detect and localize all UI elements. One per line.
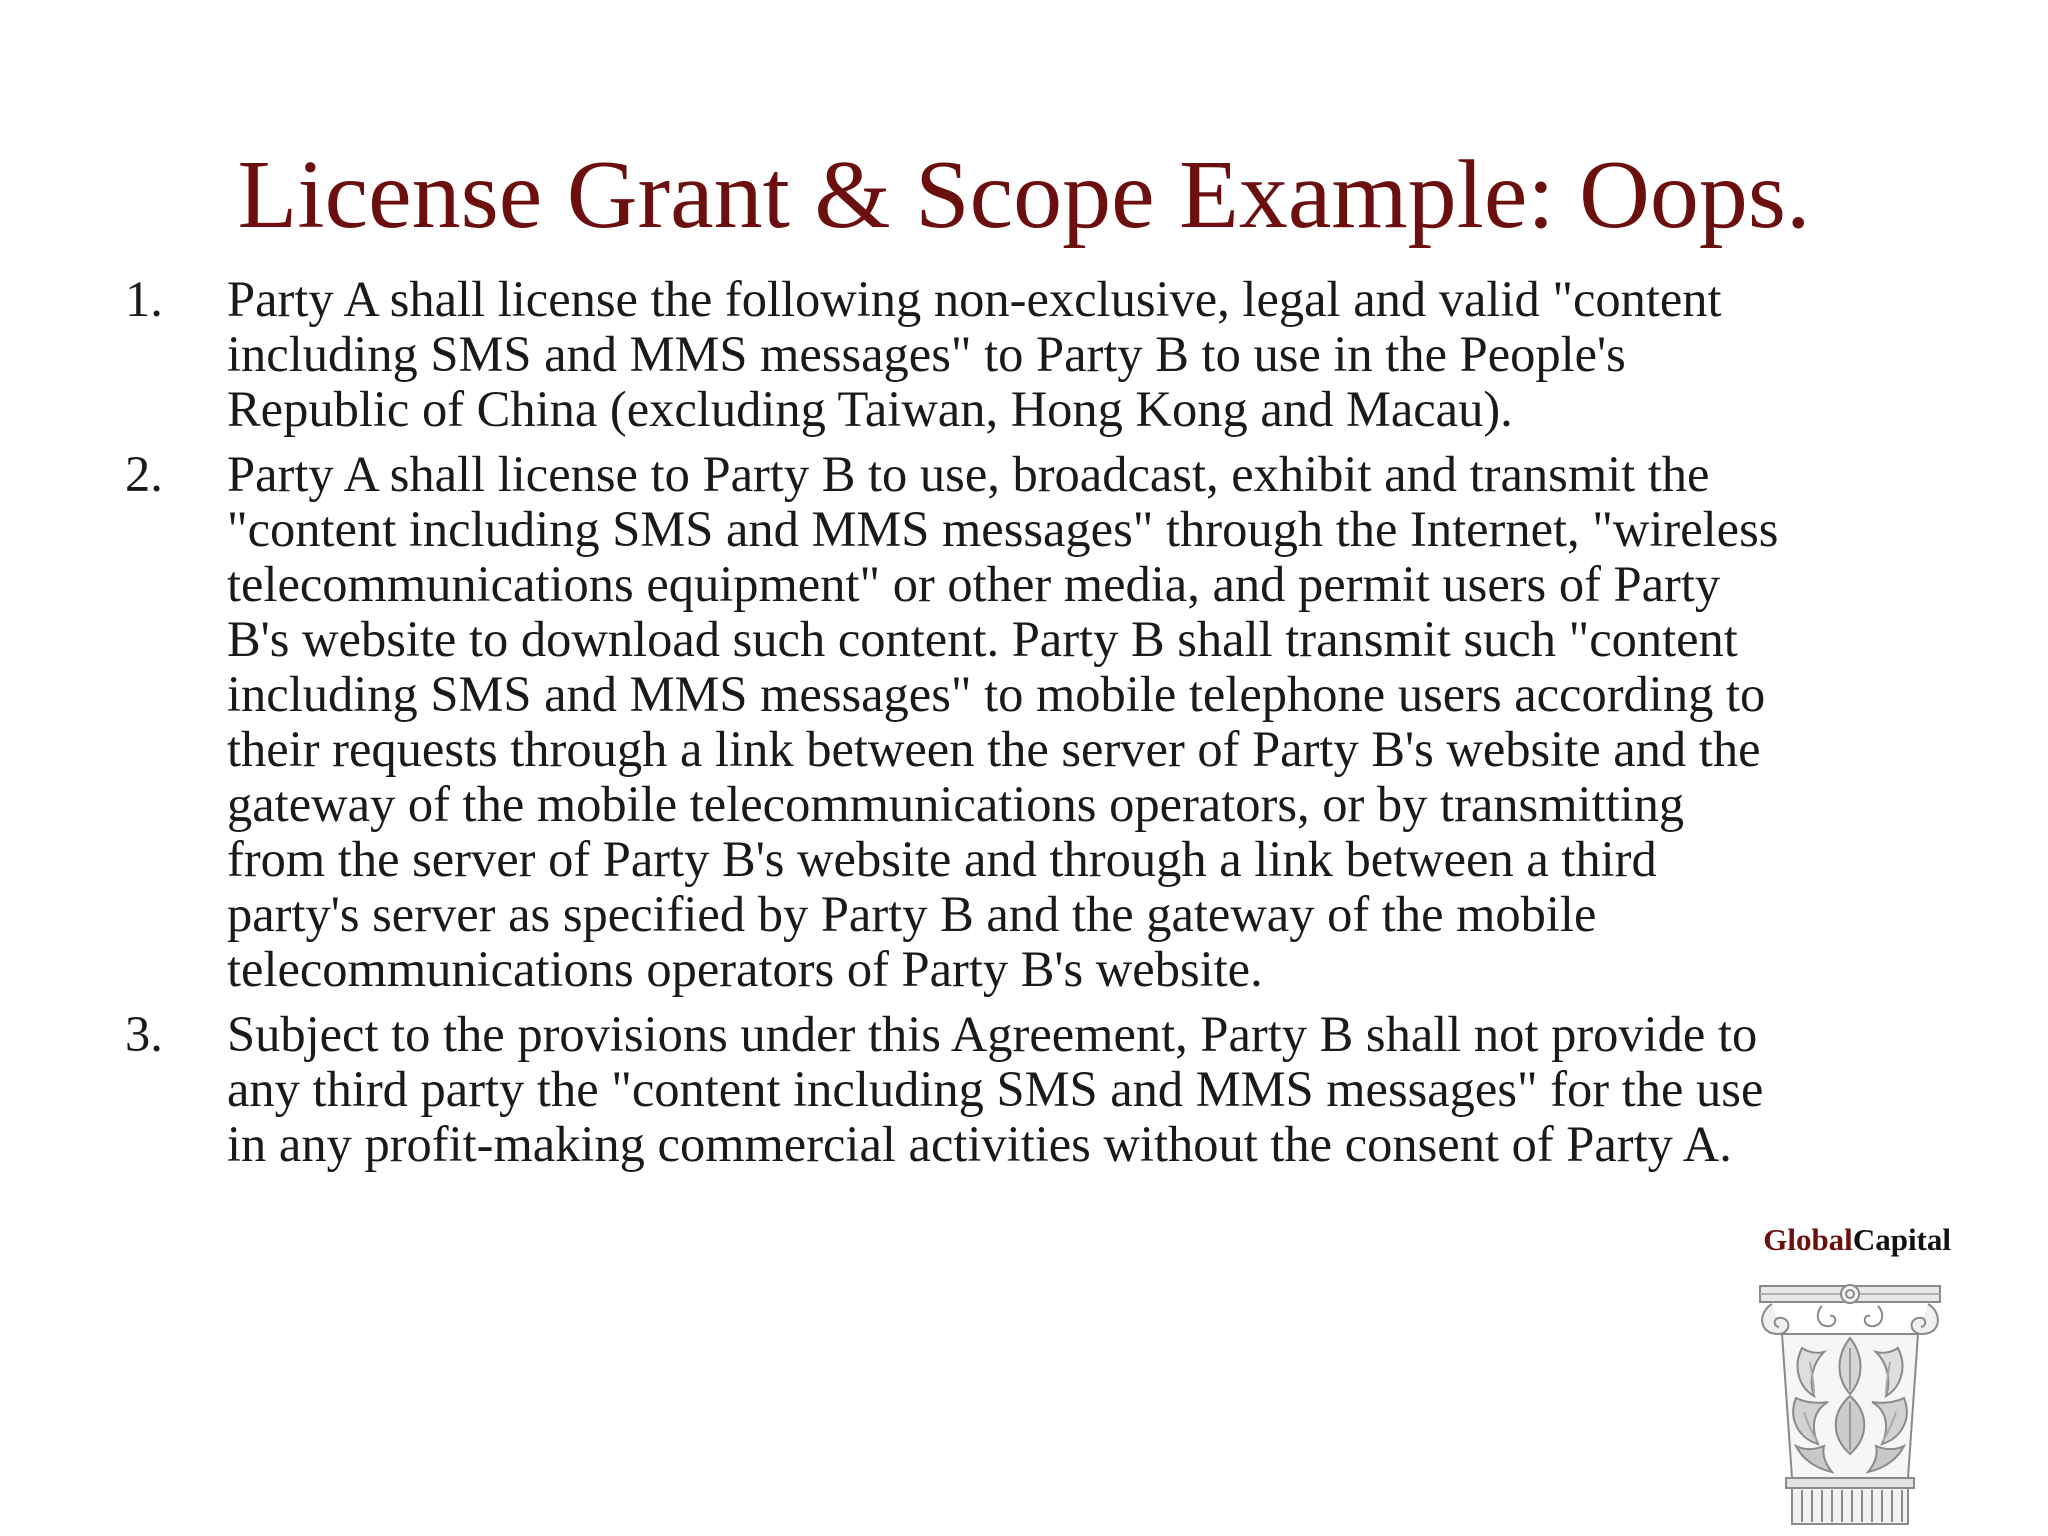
list-item-text: [227, 1007, 1925, 1172]
list-item-text: [227, 272, 1925, 437]
text-line: Party A shall license the following non-exclusive, legal and valid "content: [227, 271, 1722, 327]
list-item-number: 2.: [125, 446, 163, 502]
list-item: [125, 272, 1925, 437]
text-line: from the server of Party B's website and through a link between a third: [227, 831, 1657, 887]
numbered-list: [125, 272, 1925, 1182]
brand-capital: Capital: [1852, 1222, 1951, 1257]
list-item: [125, 447, 1925, 997]
text-line: Party A shall license to Party B to use, broadcast, exhibit and transmit the: [227, 446, 1710, 502]
list-item: [125, 1007, 1925, 1172]
text-line: B's website to download such content. Party B shall transmit such "content: [227, 611, 1738, 667]
text-line: including SMS and MMS messages" to mobile telephone users according to: [227, 666, 1766, 722]
text-line: telecommunications operators of Party B's website.: [227, 941, 1263, 997]
list-item-text: [227, 447, 1925, 997]
text-line: Subject to the provisions under this Agreement, Party B shall not provide to: [227, 1006, 1758, 1062]
corinthian-column-capital-icon: [1752, 1278, 1948, 1528]
text-line: "content including SMS and MMS messages" through the Internet, "wireless: [227, 501, 1779, 557]
text-line: in any profit-making commercial activities without the consent of Party A.: [227, 1116, 1732, 1172]
text-line: gateway of the mobile telecommunications operators, or by transmitting: [227, 776, 1685, 832]
text-line: their requests through a link between the server of Party B's website and the: [227, 721, 1761, 777]
text-line: party's server as specified by Party B and the gateway of the mobile: [227, 886, 1597, 942]
slide-title: License Grant & Scope Example: Oops.: [237, 141, 1811, 249]
text-line: telecommunications equipment" or other media, and permit users of Party: [227, 556, 1721, 612]
text-line: any third party the "content including SMS and MMS messages" for the use: [227, 1061, 1764, 1117]
brand-wordmark: [1763, 1222, 1951, 1258]
text-line: including SMS and MMS messages" to Party B to use in the People's: [227, 326, 1626, 382]
brand-global: Global: [1763, 1222, 1853, 1257]
text-line: Republic of China (excluding Taiwan, Hong Kong and Macau).: [227, 381, 1513, 437]
list-item-number: 3.: [125, 1006, 163, 1062]
list-item-number: 1.: [125, 271, 163, 327]
